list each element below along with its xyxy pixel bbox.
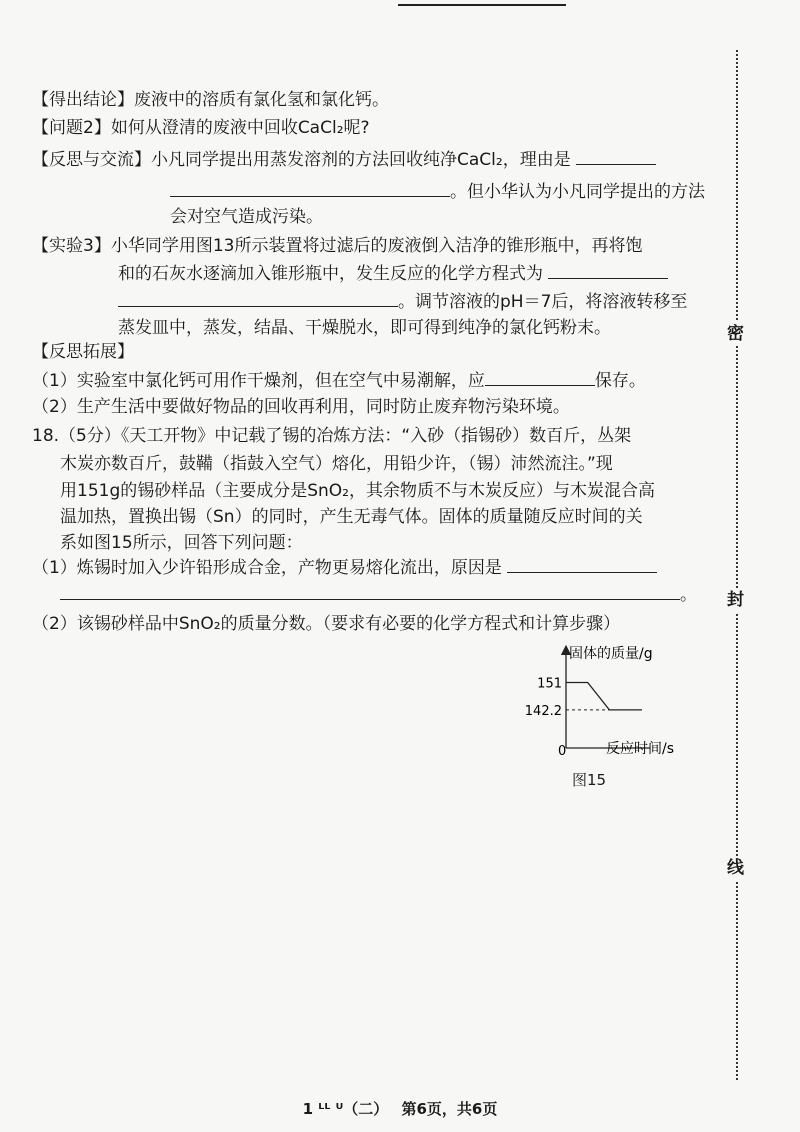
extension-item-2: （2）生产生活中要做好物品的回收再利用，同时防止废弃物污染环境。 [32, 397, 570, 417]
extension-item-1 [32, 369, 646, 393]
x-axis-label: 反应时间/s [606, 741, 675, 757]
question18-part1 [32, 556, 657, 580]
question18-line-3: 用151g的锡砂样品（主要成分是SnO₂，其余物质不与木炭反应）与木炭混合高 [60, 481, 655, 501]
binding-dotted-line [736, 50, 738, 1080]
question18-part2: （2）该锡砂样品中SnO₂的质量分数。（要求有必要的化学方程式和计算步骤） [32, 614, 621, 634]
question18-line-1: 18.（5分）《天工开物》中记载了锡的冶炼方法：“入砂（指锡砂）数百斤，丛架 [32, 426, 632, 446]
question18-line-2: 木炭亦数百斤，鼓鞴（指鼓入空气）熔化，用铅少许，（锡）沛然流注。”现 [60, 454, 613, 474]
experiment3-line-4: 蒸发皿中，蒸发，结晶、干燥脱水，即可得到纯净的氯化钙粉末。 [118, 318, 611, 338]
answer-blank[interactable] [576, 148, 656, 165]
figure-caption: 图15 [572, 771, 607, 789]
experiment3-line-3 [118, 290, 687, 314]
question18-line-5: 系如图15所示，回答下列问题： [60, 533, 303, 553]
answer-blank[interactable] [170, 180, 450, 197]
answer-blank[interactable] [548, 262, 668, 279]
question2-line: 【问题2】如何从澄清的废液中回收CaCl₂呢? [32, 118, 370, 138]
reflection-text-2: 。但小华认为小凡同学提出的方法 [450, 182, 705, 202]
answer-blank[interactable] [118, 290, 398, 307]
experiment3-text-2: 和的石灰水逐滴加入锥形瓶中，发生反应的化学方程式为 [118, 264, 543, 284]
question18-part1-line2 [60, 583, 697, 607]
answer-blank[interactable] [60, 583, 680, 600]
top-rule [398, 4, 566, 6]
reflection-text: 【反思与交流】小凡同学提出用蒸发溶剂的方法回收纯净CaCl₂，理由是 [32, 150, 571, 170]
answer-blank[interactable] [485, 369, 595, 386]
chart-svg [524, 640, 730, 790]
mass-line [566, 683, 642, 710]
page-footer [0, 1098, 800, 1119]
question18-line-4: 温加热，置换出锡（Sn）的同时，产生无毒气体。固体的质量随反应时间的关 [60, 507, 643, 527]
y-tick-label: 151 [537, 676, 562, 692]
y-tick-label: 142.2 [524, 703, 562, 719]
answer-blank[interactable] [507, 556, 657, 573]
question18-part1-end: 。 [680, 585, 697, 605]
extension-text-1b: 保存。 [594, 371, 646, 391]
footer-page: 第6页，共6页 [401, 1100, 498, 1118]
reflection-line [32, 148, 656, 172]
chart-marks [525, 676, 642, 718]
reflection-line-2 [170, 180, 705, 204]
conclusion-line: 【得出结论】废液中的溶质有氯化氢和氯化钙。 [32, 90, 389, 110]
binding-char-feng: 封 [727, 590, 744, 610]
experiment3-text-3: 。调节溶液的pH＝7后，将溶液转移至 [398, 292, 688, 312]
binding-char-xian: 线 [727, 858, 744, 878]
footer-left: 1 ᴸᴸ ᵁ（二） [302, 1100, 389, 1118]
experiment3-line-2 [118, 262, 668, 286]
extension-heading: 【反思拓展】 [32, 342, 134, 362]
y-axis-label: 固体的质量/g [569, 646, 653, 662]
extension-text-1: （1）实验室中氯化钙可用作干燥剂，但在空气中易潮解，应 [32, 371, 485, 391]
reflection-line-3: 会对空气造成污染。 [170, 207, 323, 227]
question18-part1-text: （1）炼锡时加入少许铅形成合金，产物更易熔化流出，原因是 [32, 558, 502, 578]
figure15-chart [524, 640, 730, 790]
origin-label: 0 [558, 744, 567, 759]
experiment3-line: 【实验3】小华同学用图13所示装置将过滤后的废液倒入洁净的锥形瓶中，再将饱 [32, 236, 643, 256]
binding-char-mi: 密 [727, 324, 744, 344]
